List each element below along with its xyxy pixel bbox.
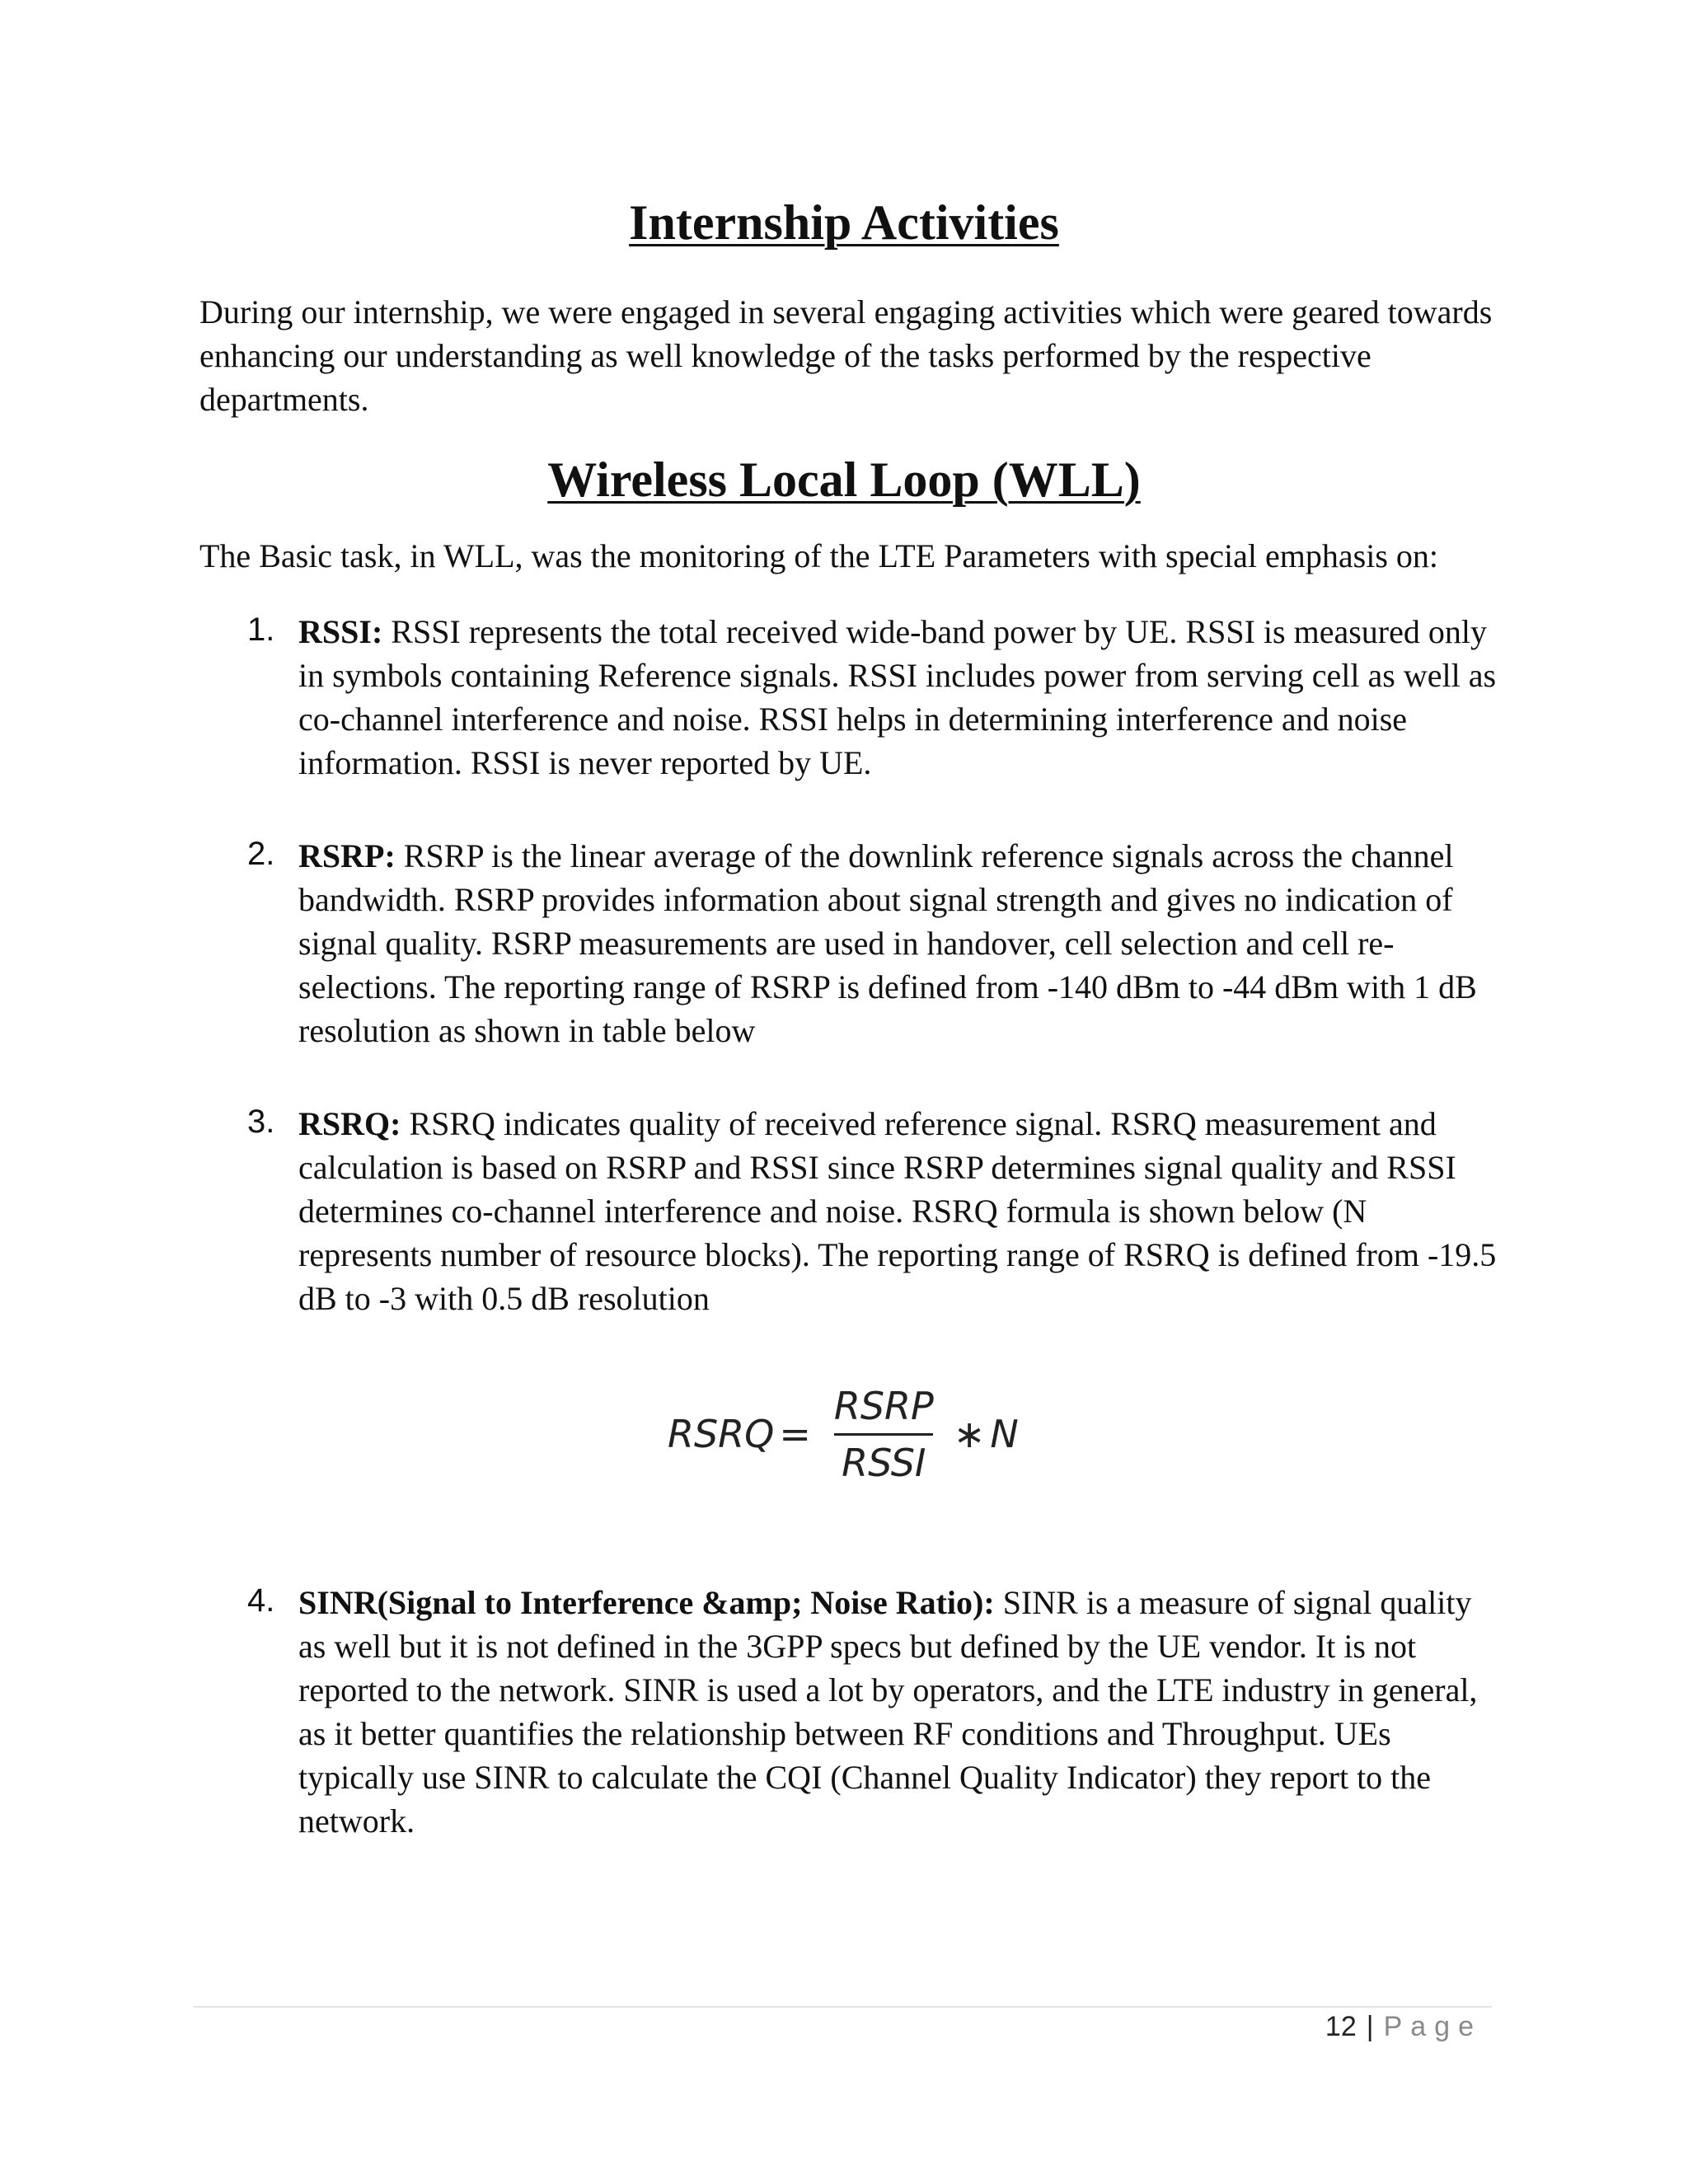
list-item-term: SINR(Signal to Interference &amp; Noise Ratio): [298,1584,995,1621]
list-item-text [298,610,1504,785]
formula-fraction [831,1384,937,1485]
formula-numerator: RSRP [833,1383,934,1428]
section-intro-paragraph: The Basic task, in WLL, was the monitoring of the LTE Parameters with special emphasis on: [199,537,1439,574]
page-number: 12 [1325,2011,1357,2042]
list-item-body: SINR is a measure of signal quality as well but it is not defined in the 3GPP specs but defined by the UE vendor. It is not reported to the network. SINR is used a lot by operators, and the LTE industry in general, as it better quantifies the relationship between RF conditions and Throughput. UEs typically use SINR to calculate the CQI (Channel Quality Indicator) they report to the network. [298,1584,1478,1840]
footer-divider [194,2006,1492,2008]
formula-lhs: RSRQ [668,1412,775,1456]
list-item-text [298,834,1504,1052]
section-heading: Wireless Local Loop (WLL) [547,452,1141,507]
list-item-term: RSRQ: [298,1105,401,1142]
list-item-number: 1. [247,612,275,648]
list-item-text [298,1102,1504,1320]
list-item-number: 3. [247,1104,275,1140]
list-item-number: 2. [247,836,275,872]
list-item-body: RSSI represents the total received wide-band power by UE. RSSI is measured only in symbols containing Reference signals. RSSI includes power from serving cell as well as co-channel interference and noise. RSSI helps in determining interference and noise information. RSSI is never reported by UE. [298,613,1497,781]
formula-equals: = [779,1412,811,1456]
page-footer [1325,2011,1482,2043]
formula-operator: ∗ [953,1412,986,1456]
page-label: Page [1383,2011,1482,2042]
page-title: Internship Activities [629,195,1059,250]
list-item-text [298,1581,1504,1843]
formula-factor: N [990,1412,1019,1456]
list-item-body: RSRQ indicates quality of received reference signal. RSRQ measurement and calculation is based on RSRP and RSSI since RSRP determines signal quality and RSSI determines co-channel interference and noise. RSRQ formula is shown below (N represents number of resource blocks). The reporting range of RSRQ is defined from -19.5 dB to -3 with 0.5 dB resolution [298,1105,1497,1317]
footer-separator: | [1366,2011,1374,2042]
list-item-number: 4. [247,1582,275,1619]
formula-denominator: RSSI [842,1440,926,1485]
list-item-term: RSSI: [298,613,383,650]
list-item-body: RSRP is the linear average of the downlink reference signals across the channel bandwidth. RSRP provides information about signal strength and gives no indication of signal quality. RSRP measurements are used in handover, cell selection and cell re-selections. The reporting range of RSRP is defined from -140 dBm to -44 dBm with 1 dB resolution as shown in table below [298,837,1477,1049]
intro-paragraph: During our internship, we were engaged in several engaging activities which were geared towards enhancing our understanding as well knowledge of the tasks performed by the respective departments. [199,293,1493,418]
rsrq-formula [668,1376,1019,1492]
list-item-term: RSRP: [298,837,396,874]
